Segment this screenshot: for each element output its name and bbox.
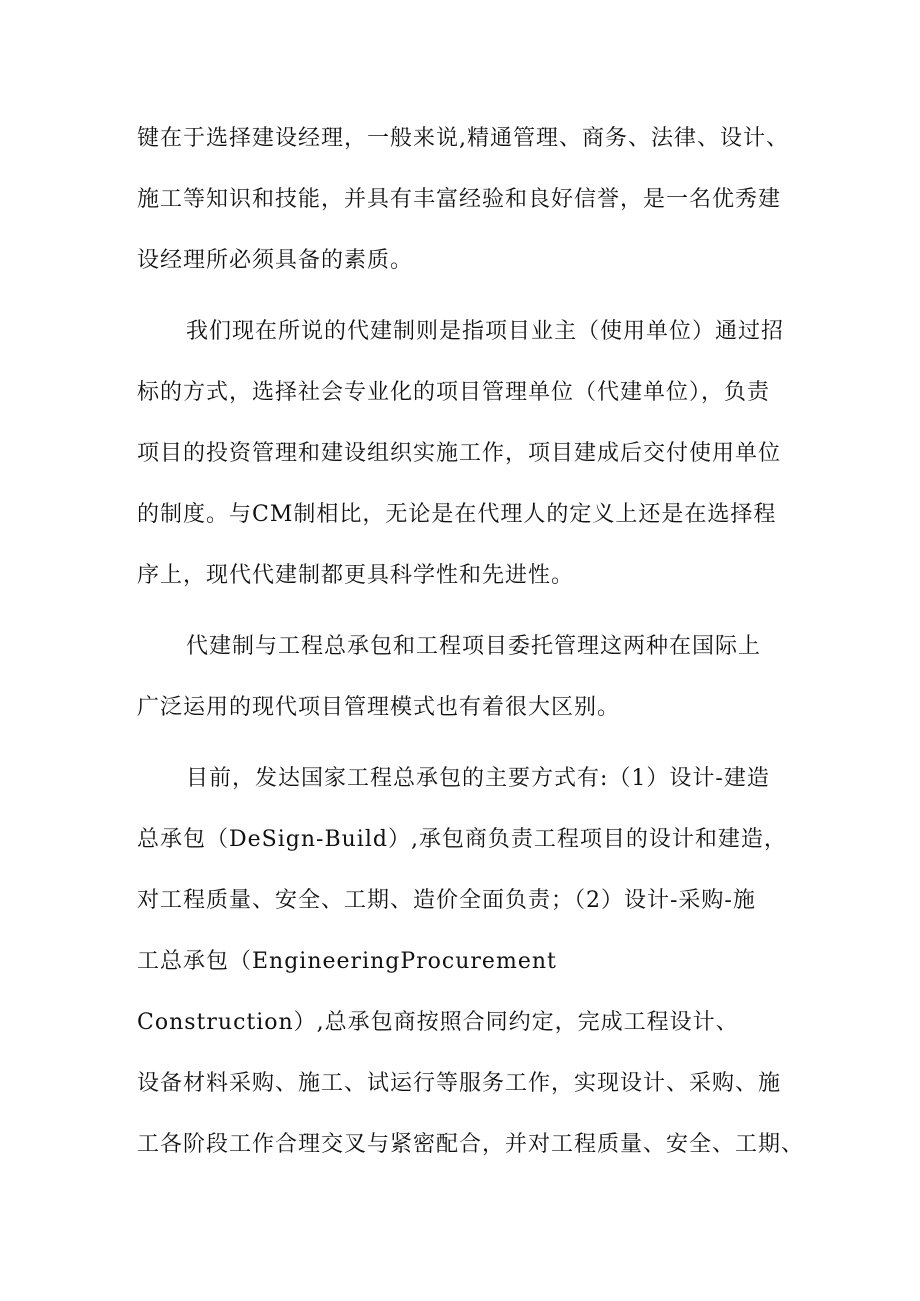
text-line-2: 施工等知识和技能，并具有丰富经验和良好信誉，是一名优秀建 [137,187,782,212]
text-line-5: 标的方式，选择社会专业化的项目管理单位（代建单位），负责 [137,380,771,405]
text-line-14: 工总承包（EngineeringProcurement [137,949,557,974]
text-line-4: 我们现在所说的代建制则是指项目业主（使用单位）通过招 [186,319,785,344]
text-line-17: 工各阶段工作合理交叉与紧密配合，并对工程质量、安全、工期、 [137,1132,805,1157]
text-line-9: 代建制与工程总承包和工程项目委托管理这两种在国际上 [186,634,762,659]
text-line-10: 广泛运用的现代项目管理模式也有着很大区别。 [137,695,621,720]
text-line-8: 序上，现代代建制都更具科学性和先进性。 [137,563,575,588]
text-line-12: 总承包（DeSign-Build）,承包商负责工程项目的设计和建造， [137,827,787,852]
text-line-15: Construction）,总承包商按照合同约定，完成工程设计、 [137,1010,739,1035]
text-line-3: 设经理所必须具备的素质。 [137,248,414,273]
text-line-11: 目前，发达国家工程总承包的主要方式有:（1）设计-建造 [186,766,770,791]
text-line-16: 设备材料采购、施工、试运行等服务工作，实现设计、采购、施 [137,1071,782,1096]
text-line-7: 的制度。与CM制相比，无论是在代理人的定义上还是在选择程 [137,502,777,527]
text-line-6: 项目的投资管理和建设组织实施工作，项目建成后交付使用单位 [137,441,782,466]
text-line-13: 对工程质量、安全、工期、造价全面负责；（2）设计-采购-施 [137,888,756,913]
text-line-1: 键在于选择建设经理，一般来说,精通管理、商务、法律、设计、 [137,126,789,151]
